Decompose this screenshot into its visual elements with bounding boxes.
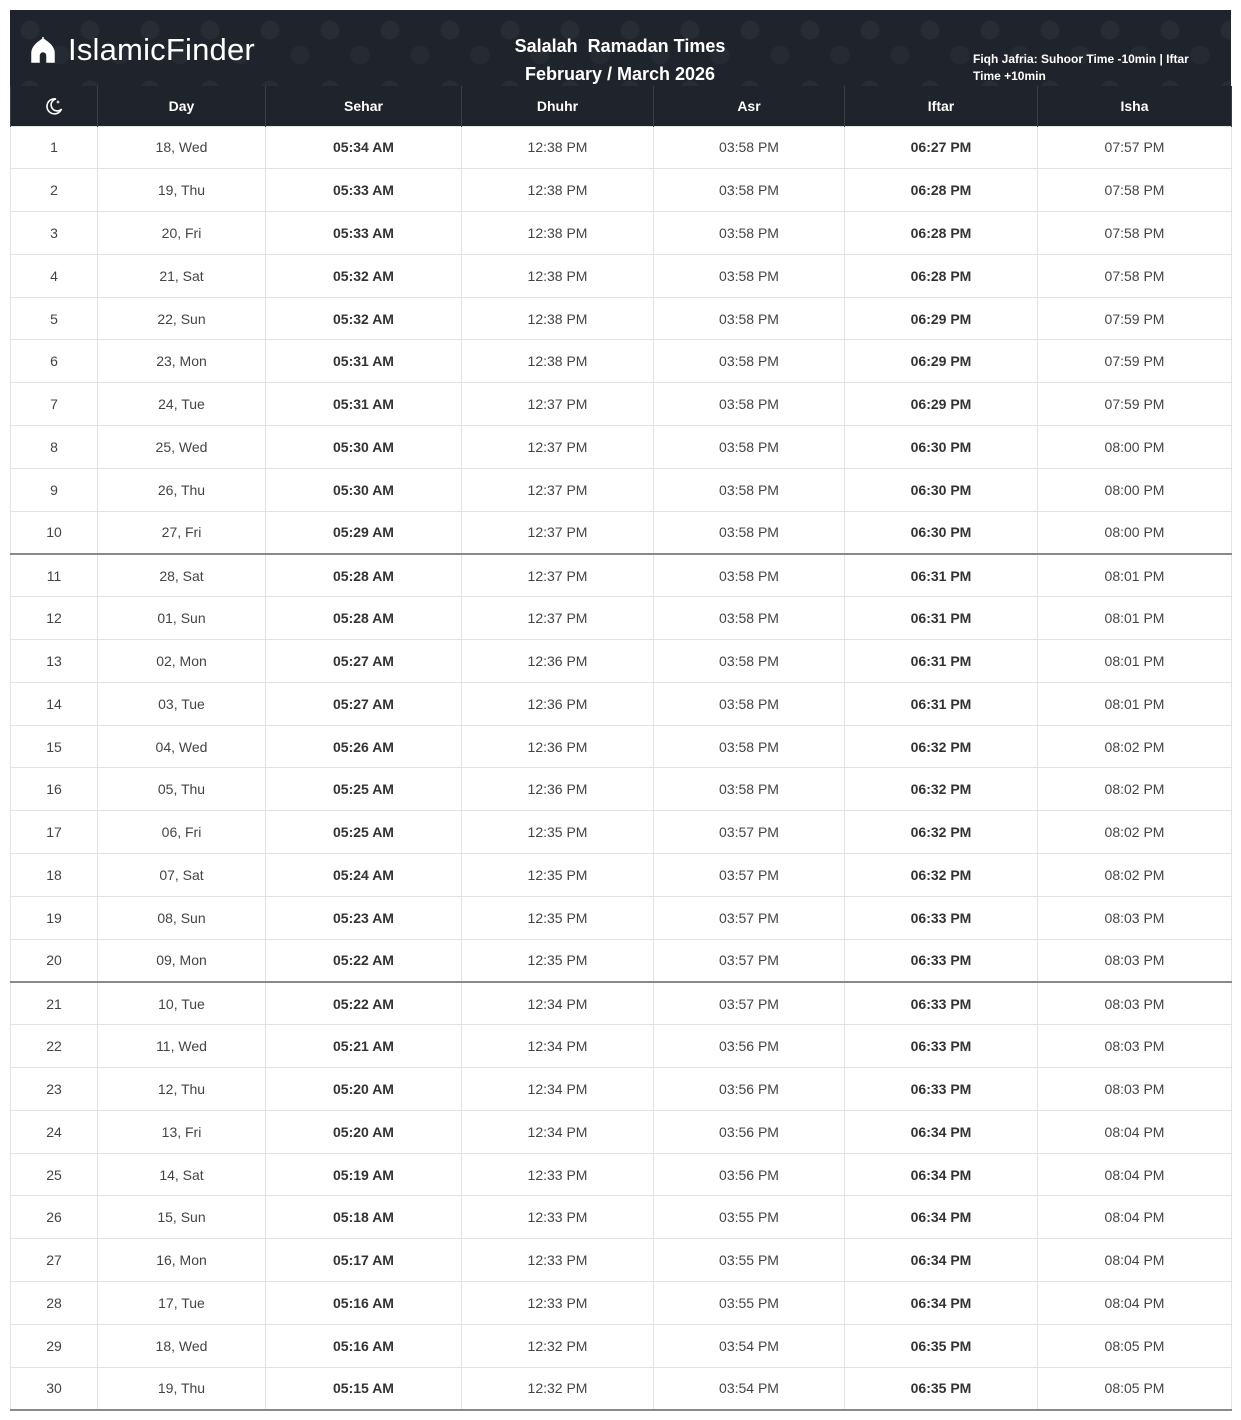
cell-index: 18	[11, 854, 98, 897]
cell-dhuhr: 12:34 PM	[462, 1068, 654, 1111]
column-dhuhr: Dhuhr	[462, 86, 654, 126]
cell-day: 12, Thu	[98, 1068, 266, 1111]
cell-sehar: 05:32 AM	[266, 297, 462, 340]
cell-isha: 08:01 PM	[1038, 682, 1232, 725]
cell-iftar: 06:33 PM	[845, 1025, 1038, 1068]
cell-sehar: 05:29 AM	[266, 511, 462, 554]
cell-day: 11, Wed	[98, 1025, 266, 1068]
cell-iftar: 06:34 PM	[845, 1153, 1038, 1196]
cell-day: 20, Fri	[98, 212, 266, 255]
cell-dhuhr: 12:36 PM	[462, 768, 654, 811]
cell-index: 28	[11, 1282, 98, 1325]
cell-sehar: 05:17 AM	[266, 1239, 462, 1282]
cell-index: 5	[11, 297, 98, 340]
cell-index: 15	[11, 725, 98, 768]
cell-iftar: 06:35 PM	[845, 1367, 1038, 1410]
table-row	[11, 1324, 1232, 1367]
cell-sehar: 05:31 AM	[266, 383, 462, 426]
cell-asr: 03:55 PM	[654, 1196, 845, 1239]
table-row	[11, 1239, 1232, 1282]
column-asr: Asr	[654, 86, 845, 126]
cell-sehar: 05:23 AM	[266, 896, 462, 939]
cell-isha: 08:01 PM	[1038, 597, 1232, 640]
cell-index: 19	[11, 896, 98, 939]
cell-sehar: 05:18 AM	[266, 1196, 462, 1239]
cell-day: 19, Thu	[98, 169, 266, 212]
cell-iftar: 06:28 PM	[845, 212, 1038, 255]
cell-asr: 03:56 PM	[654, 1110, 845, 1153]
table-row	[11, 640, 1232, 683]
title-city: Salalah Ramadan Times	[514, 36, 726, 56]
cell-sehar: 05:33 AM	[266, 169, 462, 212]
cell-isha: 08:03 PM	[1038, 939, 1232, 982]
cell-day: 06, Fri	[98, 811, 266, 854]
cell-asr: 03:58 PM	[654, 768, 845, 811]
cell-asr: 03:55 PM	[654, 1239, 845, 1282]
cell-asr: 03:54 PM	[654, 1367, 845, 1410]
table-row	[11, 511, 1232, 554]
cell-day: 28, Sat	[98, 554, 266, 597]
cell-dhuhr: 12:33 PM	[462, 1239, 654, 1282]
table-row	[11, 554, 1232, 597]
cell-dhuhr: 12:32 PM	[462, 1367, 654, 1410]
cell-iftar: 06:34 PM	[845, 1110, 1038, 1153]
brand-logo	[28, 30, 255, 70]
ramadan-timetable	[10, 10, 1231, 1411]
cell-asr: 03:58 PM	[654, 340, 845, 383]
cell-sehar: 05:27 AM	[266, 640, 462, 683]
cell-sehar: 05:25 AM	[266, 768, 462, 811]
table-row	[11, 297, 1232, 340]
table-row	[11, 169, 1232, 212]
cell-asr: 03:57 PM	[654, 811, 845, 854]
cell-dhuhr: 12:36 PM	[462, 725, 654, 768]
timetable	[10, 86, 1232, 1411]
cell-iftar: 06:32 PM	[845, 854, 1038, 897]
cell-dhuhr: 12:35 PM	[462, 939, 654, 982]
cell-isha: 08:02 PM	[1038, 854, 1232, 897]
cell-day: 24, Tue	[98, 383, 266, 426]
table-row	[11, 212, 1232, 255]
cell-sehar: 05:28 AM	[266, 597, 462, 640]
cell-dhuhr: 12:34 PM	[462, 1110, 654, 1153]
cell-isha: 08:05 PM	[1038, 1367, 1232, 1410]
fiqh-note: Fiqh Jafria: Suhoor Time -10min | Iftar Time +10min	[973, 52, 1189, 83]
cell-day: 16, Mon	[98, 1239, 266, 1282]
cell-sehar: 05:28 AM	[266, 554, 462, 597]
cell-dhuhr: 12:35 PM	[462, 896, 654, 939]
cell-day: 17, Tue	[98, 1282, 266, 1325]
table-row	[11, 340, 1232, 383]
cell-iftar: 06:32 PM	[845, 768, 1038, 811]
cell-isha: 07:57 PM	[1038, 126, 1232, 169]
cell-day: 01, Sun	[98, 597, 266, 640]
mosque-dome-icon	[28, 35, 58, 65]
cell-iftar: 06:32 PM	[845, 811, 1038, 854]
table-row	[11, 1367, 1232, 1410]
cell-index: 22	[11, 1025, 98, 1068]
cell-dhuhr: 12:38 PM	[462, 340, 654, 383]
cell-asr: 03:58 PM	[654, 640, 845, 683]
cell-day: 04, Wed	[98, 725, 266, 768]
cell-asr: 03:58 PM	[654, 383, 845, 426]
cell-day: 25, Wed	[98, 426, 266, 469]
column-sehar: Sehar	[266, 86, 462, 126]
cell-index: 25	[11, 1153, 98, 1196]
cell-index: 17	[11, 811, 98, 854]
cell-isha: 08:03 PM	[1038, 1025, 1232, 1068]
page-title	[430, 32, 810, 88]
cell-isha: 07:59 PM	[1038, 340, 1232, 383]
cell-asr: 03:58 PM	[654, 126, 845, 169]
cell-isha: 08:01 PM	[1038, 554, 1232, 597]
cell-asr: 03:58 PM	[654, 169, 845, 212]
cell-isha: 08:02 PM	[1038, 768, 1232, 811]
cell-day: 15, Sun	[98, 1196, 266, 1239]
cell-iftar: 06:34 PM	[845, 1239, 1038, 1282]
cell-isha: 08:01 PM	[1038, 640, 1232, 683]
cell-asr: 03:58 PM	[654, 597, 845, 640]
cell-sehar: 05:16 AM	[266, 1282, 462, 1325]
table-row	[11, 725, 1232, 768]
cell-sehar: 05:33 AM	[266, 212, 462, 255]
cell-day: 05, Thu	[98, 768, 266, 811]
cell-isha: 08:04 PM	[1038, 1239, 1232, 1282]
cell-iftar: 06:29 PM	[845, 297, 1038, 340]
cell-asr: 03:58 PM	[654, 725, 845, 768]
cell-dhuhr: 12:37 PM	[462, 383, 654, 426]
cell-dhuhr: 12:38 PM	[462, 169, 654, 212]
cell-asr: 03:55 PM	[654, 1282, 845, 1325]
cell-isha: 08:05 PM	[1038, 1324, 1232, 1367]
cell-index: 2	[11, 169, 98, 212]
cell-sehar: 05:30 AM	[266, 468, 462, 511]
cell-dhuhr: 12:37 PM	[462, 511, 654, 554]
cell-asr: 03:54 PM	[654, 1324, 845, 1367]
cell-asr: 03:58 PM	[654, 212, 845, 255]
column-index	[11, 86, 98, 126]
table-row	[11, 811, 1232, 854]
cell-sehar: 05:24 AM	[266, 854, 462, 897]
cell-sehar: 05:15 AM	[266, 1367, 462, 1410]
cell-isha: 07:59 PM	[1038, 297, 1232, 340]
cell-sehar: 05:20 AM	[266, 1110, 462, 1153]
cell-iftar: 06:30 PM	[845, 468, 1038, 511]
cell-iftar: 06:29 PM	[845, 340, 1038, 383]
cell-dhuhr: 12:32 PM	[462, 1324, 654, 1367]
cell-isha: 08:00 PM	[1038, 511, 1232, 554]
cell-isha: 07:58 PM	[1038, 169, 1232, 212]
cell-index: 30	[11, 1367, 98, 1410]
cell-index: 1	[11, 126, 98, 169]
cell-asr: 03:56 PM	[654, 1068, 845, 1111]
cell-dhuhr: 12:34 PM	[462, 982, 654, 1025]
cell-day: 22, Sun	[98, 297, 266, 340]
cell-iftar: 06:31 PM	[845, 597, 1038, 640]
cell-iftar: 06:29 PM	[845, 383, 1038, 426]
cell-sehar: 05:32 AM	[266, 254, 462, 297]
cell-iftar: 06:31 PM	[845, 640, 1038, 683]
cell-day: 08, Sun	[98, 896, 266, 939]
cell-asr: 03:58 PM	[654, 254, 845, 297]
cell-index: 12	[11, 597, 98, 640]
header-banner	[10, 10, 1231, 86]
cell-day: 09, Mon	[98, 939, 266, 982]
cell-isha: 08:03 PM	[1038, 982, 1232, 1025]
cell-asr: 03:58 PM	[654, 554, 845, 597]
cell-asr: 03:58 PM	[654, 468, 845, 511]
cell-iftar: 06:28 PM	[845, 169, 1038, 212]
table-row	[11, 854, 1232, 897]
cell-dhuhr: 12:33 PM	[462, 1282, 654, 1325]
table-row	[11, 383, 1232, 426]
cell-iftar: 06:33 PM	[845, 1068, 1038, 1111]
cell-asr: 03:57 PM	[654, 854, 845, 897]
table-row	[11, 254, 1232, 297]
cell-iftar: 06:28 PM	[845, 254, 1038, 297]
cell-asr: 03:58 PM	[654, 426, 845, 469]
cell-isha: 08:02 PM	[1038, 725, 1232, 768]
cell-index: 26	[11, 1196, 98, 1239]
cell-dhuhr: 12:38 PM	[462, 254, 654, 297]
cell-index: 23	[11, 1068, 98, 1111]
cell-day: 26, Thu	[98, 468, 266, 511]
cell-index: 16	[11, 768, 98, 811]
cell-asr: 03:57 PM	[654, 939, 845, 982]
cell-dhuhr: 12:37 PM	[462, 597, 654, 640]
cell-iftar: 06:33 PM	[845, 896, 1038, 939]
table-row	[11, 1068, 1232, 1111]
cell-day: 21, Sat	[98, 254, 266, 297]
cell-sehar: 05:19 AM	[266, 1153, 462, 1196]
cell-iftar: 06:31 PM	[845, 554, 1038, 597]
cell-dhuhr: 12:36 PM	[462, 682, 654, 725]
cell-day: 10, Tue	[98, 982, 266, 1025]
table-row	[11, 939, 1232, 982]
cell-day: 18, Wed	[98, 1324, 266, 1367]
cell-dhuhr: 12:38 PM	[462, 212, 654, 255]
cell-isha: 08:03 PM	[1038, 896, 1232, 939]
cell-iftar: 06:33 PM	[845, 939, 1038, 982]
cell-index: 11	[11, 554, 98, 597]
table-row	[11, 682, 1232, 725]
cell-day: 07, Sat	[98, 854, 266, 897]
cell-isha: 08:02 PM	[1038, 811, 1232, 854]
table-row	[11, 126, 1232, 169]
cell-sehar: 05:26 AM	[266, 725, 462, 768]
cell-index: 14	[11, 682, 98, 725]
cell-asr: 03:58 PM	[654, 297, 845, 340]
cell-dhuhr: 12:35 PM	[462, 854, 654, 897]
cell-index: 24	[11, 1110, 98, 1153]
cell-dhuhr: 12:38 PM	[462, 126, 654, 169]
cell-index: 7	[11, 383, 98, 426]
cell-isha: 08:04 PM	[1038, 1282, 1232, 1325]
cell-dhuhr: 12:37 PM	[462, 554, 654, 597]
crescent-moon-icon	[44, 96, 64, 116]
cell-index: 8	[11, 426, 98, 469]
cell-index: 21	[11, 982, 98, 1025]
cell-dhuhr: 12:34 PM	[462, 1025, 654, 1068]
cell-index: 3	[11, 212, 98, 255]
cell-day: 18, Wed	[98, 126, 266, 169]
cell-iftar: 06:27 PM	[845, 126, 1038, 169]
cell-iftar: 06:35 PM	[845, 1324, 1038, 1367]
cell-asr: 03:57 PM	[654, 982, 845, 1025]
cell-index: 13	[11, 640, 98, 683]
cell-isha: 08:04 PM	[1038, 1196, 1232, 1239]
table-row	[11, 1110, 1232, 1153]
cell-sehar: 05:27 AM	[266, 682, 462, 725]
cell-index: 9	[11, 468, 98, 511]
cell-sehar: 05:16 AM	[266, 1324, 462, 1367]
cell-index: 27	[11, 1239, 98, 1282]
cell-isha: 07:59 PM	[1038, 383, 1232, 426]
column-day: Day	[98, 86, 266, 126]
cell-isha: 08:03 PM	[1038, 1068, 1232, 1111]
cell-isha: 08:00 PM	[1038, 468, 1232, 511]
cell-index: 6	[11, 340, 98, 383]
cell-dhuhr: 12:37 PM	[462, 468, 654, 511]
table-row	[11, 1153, 1232, 1196]
cell-day: 03, Tue	[98, 682, 266, 725]
brand-name: IslamicFinder	[68, 32, 255, 67]
column-iftar: Iftar	[845, 86, 1038, 126]
cell-day: 27, Fri	[98, 511, 266, 554]
table-row	[11, 1282, 1232, 1325]
cell-isha: 08:00 PM	[1038, 426, 1232, 469]
cell-asr: 03:58 PM	[654, 511, 845, 554]
cell-isha: 07:58 PM	[1038, 254, 1232, 297]
cell-iftar: 06:32 PM	[845, 725, 1038, 768]
title-months: February / March 2026	[524, 64, 716, 84]
cell-asr: 03:56 PM	[654, 1153, 845, 1196]
cell-asr: 03:58 PM	[654, 682, 845, 725]
cell-iftar: 06:30 PM	[845, 511, 1038, 554]
table-row	[11, 426, 1232, 469]
cell-sehar: 05:34 AM	[266, 126, 462, 169]
cell-sehar: 05:22 AM	[266, 982, 462, 1025]
cell-sehar: 05:25 AM	[266, 811, 462, 854]
table-row	[11, 1196, 1232, 1239]
cell-sehar: 05:21 AM	[266, 1025, 462, 1068]
cell-dhuhr: 12:38 PM	[462, 297, 654, 340]
table-body	[11, 126, 1232, 1410]
table-row	[11, 982, 1232, 1025]
cell-day: 14, Sat	[98, 1153, 266, 1196]
cell-dhuhr: 12:33 PM	[462, 1196, 654, 1239]
table-row	[11, 597, 1232, 640]
cell-sehar: 05:22 AM	[266, 939, 462, 982]
cell-sehar: 05:30 AM	[266, 426, 462, 469]
cell-index: 29	[11, 1324, 98, 1367]
cell-iftar: 06:34 PM	[845, 1196, 1038, 1239]
table-row	[11, 896, 1232, 939]
cell-sehar: 05:31 AM	[266, 340, 462, 383]
table-header-row	[11, 86, 1232, 126]
cell-day: 23, Mon	[98, 340, 266, 383]
cell-index: 10	[11, 511, 98, 554]
cell-iftar: 06:30 PM	[845, 426, 1038, 469]
cell-asr: 03:56 PM	[654, 1025, 845, 1068]
cell-iftar: 06:33 PM	[845, 982, 1038, 1025]
cell-index: 4	[11, 254, 98, 297]
cell-iftar: 06:31 PM	[845, 682, 1038, 725]
cell-dhuhr: 12:36 PM	[462, 640, 654, 683]
cell-isha: 07:58 PM	[1038, 212, 1232, 255]
cell-sehar: 05:20 AM	[266, 1068, 462, 1111]
table-row	[11, 468, 1232, 511]
cell-isha: 08:04 PM	[1038, 1153, 1232, 1196]
cell-day: 13, Fri	[98, 1110, 266, 1153]
column-isha: Isha	[1038, 86, 1232, 126]
cell-dhuhr: 12:37 PM	[462, 426, 654, 469]
cell-isha: 08:04 PM	[1038, 1110, 1232, 1153]
cell-day: 19, Thu	[98, 1367, 266, 1410]
cell-index: 20	[11, 939, 98, 982]
cell-day: 02, Mon	[98, 640, 266, 683]
cell-iftar: 06:34 PM	[845, 1282, 1038, 1325]
cell-asr: 03:57 PM	[654, 896, 845, 939]
table-row	[11, 768, 1232, 811]
table-row	[11, 1025, 1232, 1068]
cell-dhuhr: 12:33 PM	[462, 1153, 654, 1196]
cell-dhuhr: 12:35 PM	[462, 811, 654, 854]
